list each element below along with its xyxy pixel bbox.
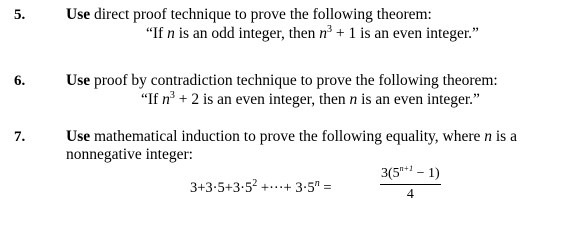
problem-instruction [66,128,517,146]
statement-part: + 1 is an even integer.” [332,25,479,42]
instruction-text: proof by contradiction technique to prove the following theorem: [90,72,498,89]
statement-part: + 2 is an even integer, then [174,91,350,108]
statement-var: n [349,91,358,108]
numerator-part: 3(5 [381,166,400,181]
statement-part: “If [146,25,168,42]
instruction-text-tail: is a [492,128,517,145]
instruction-var: n [484,128,492,145]
theorem-statement [146,25,479,45]
theorem-statement [141,91,480,111]
lhs-exponent: 2 [252,178,258,189]
statement-part: is an odd integer, then [174,25,320,42]
problem-number: 6. [14,73,26,89]
equals-sign: = [319,180,332,196]
lhs-part: 3+3·5+3·5 [190,180,253,196]
numerator-part: − 1) [413,166,440,181]
statement-var: n [319,25,328,42]
statement-var: n [167,25,175,42]
numerator-exponent: n+1 [399,164,414,173]
statement-exponent: 3 [327,24,333,35]
problem-number: 7. [14,129,26,145]
instruction-lead: Use [66,6,91,23]
instruction-lead: Use [66,72,91,89]
lhs-exponent: n [314,178,320,189]
equation-lhs [190,179,332,199]
fraction-numerator [380,166,441,185]
problem-instruction [66,6,432,24]
instruction-text: direct proof technique to prove the following theorem: [90,6,432,23]
instruction-text: mathematical induction to prove the following equality, where [90,128,485,145]
problem-number: 5. [14,7,26,23]
statement-part: “If [141,91,163,108]
instruction-lead: Use [66,128,91,145]
problem-instruction [66,72,498,90]
statement-exponent: 3 [169,90,175,101]
statement-var: n [162,91,170,108]
lhs-part: +···+ 3·5 [257,180,315,196]
fraction-denominator: 4 [406,187,414,202]
statement-part: is an even integer.” [357,91,480,108]
instruction-line-2: nonnegative integer: [66,146,193,163]
equation-fraction [380,166,441,205]
